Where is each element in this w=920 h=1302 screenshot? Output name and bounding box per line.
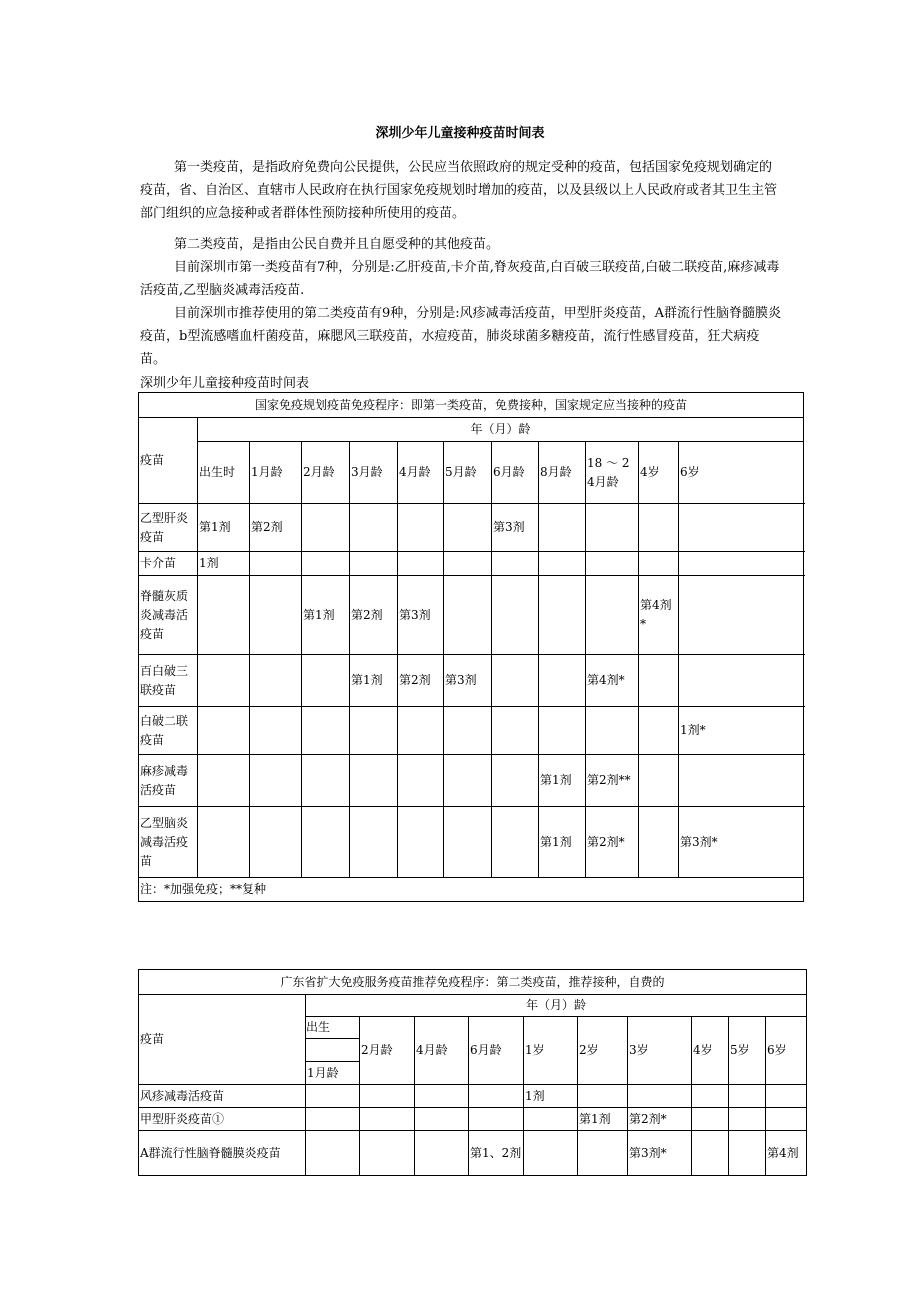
age-header: 4岁: [692, 1017, 729, 1085]
age-header: 6岁: [766, 1017, 807, 1085]
dose-cell: [539, 552, 586, 576]
dose-cell: 第3剂: [492, 504, 539, 552]
age-header: 4岁: [639, 442, 679, 504]
age-header: 4月龄: [415, 1017, 469, 1085]
dose-cell: [729, 1131, 766, 1176]
dose-cell: 第3剂*: [628, 1131, 692, 1176]
age-group-header: 年（月）龄: [198, 418, 804, 442]
paragraph-text: 目前深圳市推荐使用的第二类疫苗有9种，分别是:风疹减毒活疫苗，甲型肝炎疫苗，A群流行性脑脊髓膜炎疫苗，b型流感嗜血杆菌疫苗，麻腮风三联疫苗，水痘疫苗，肺炎球菌多糖疫苗，流行性感冒疫苗，狂犬病疫苗。: [140, 306, 782, 367]
age-header: 8月龄: [539, 442, 586, 504]
dose-cell: [679, 755, 804, 807]
dose-cell: [539, 504, 586, 552]
dose-cell: [250, 576, 302, 655]
age-header: 2岁: [578, 1017, 628, 1085]
age-header: 6月龄: [492, 442, 539, 504]
paragraph-first-class-list: [140, 256, 782, 302]
dose-cell: [250, 655, 302, 707]
dose-cell: [679, 655, 804, 707]
dose-cell: [444, 755, 492, 807]
paragraph-text: 第二类疫苗，是指由公民自费并且自愿受种的其他疫苗。: [174, 237, 500, 252]
age-header: 2月龄: [360, 1017, 415, 1085]
dose-cell: [639, 755, 679, 807]
dose-cell: [398, 755, 444, 807]
dose-cell: 第1、2剂: [469, 1131, 524, 1176]
table-row: [139, 807, 804, 878]
dose-cell: [415, 1108, 469, 1131]
vaccine-name: 风疹减毒活疫苗: [139, 1085, 306, 1108]
dose-cell: [350, 504, 398, 552]
age-header: 5岁: [729, 1017, 766, 1085]
vaccine-name: 白破二联疫苗: [139, 707, 198, 755]
dose-cell: [398, 552, 444, 576]
table-heading: 广东省扩大免疫服务疫苗推荐免疫程序：第二类疫苗，推荐接种，自费的: [139, 970, 807, 995]
dose-cell: [360, 1131, 415, 1176]
dose-cell: [444, 504, 492, 552]
dose-cell: [766, 1085, 807, 1108]
age-header: 4月龄: [398, 442, 444, 504]
dose-cell: [350, 755, 398, 807]
table-note: 注：*加强免疫；**复种: [139, 878, 804, 902]
dose-cell: [302, 707, 350, 755]
vaccine-column-header: 疫苗: [139, 995, 306, 1085]
age-header: 6岁: [679, 442, 804, 504]
dose-cell: 第3剂: [398, 576, 444, 655]
paragraph-second-class: [140, 233, 782, 256]
age-header-1month: 1月龄: [307, 1066, 339, 1080]
dose-cell: [492, 552, 539, 576]
dose-cell: 1剂: [198, 552, 250, 576]
vaccine-name: 卡介苗: [139, 552, 198, 576]
dose-cell: 第2剂: [350, 576, 398, 655]
table-heading: 国家免疫规划疫苗免疫程序：即第一类疫苗，免费接种，国家规定应当接种的疫苗: [139, 393, 804, 418]
dose-cell: [350, 707, 398, 755]
dose-cell: [524, 1108, 578, 1131]
dose-cell: [250, 807, 302, 878]
vaccine-name: 百白破三联疫苗: [139, 655, 198, 707]
dose-cell: 第1剂: [302, 576, 350, 655]
age-header: 出生时: [198, 442, 250, 504]
dose-cell: 第4剂*: [586, 655, 639, 707]
age-header-birth-1month: [306, 1017, 360, 1085]
dose-cell: [692, 1108, 729, 1131]
vaccine-column-header: 疫苗: [139, 418, 198, 504]
dose-cell: [692, 1131, 729, 1176]
table-caption: 深圳少年儿童接种疫苗时间表: [140, 376, 310, 391]
dose-cell: [469, 1108, 524, 1131]
dose-cell: [586, 576, 639, 655]
dose-cell: [302, 552, 350, 576]
dose-cell: [415, 1131, 469, 1176]
dose-cell: 第3剂*: [679, 807, 804, 878]
dose-cell: [398, 504, 444, 552]
page-title: 深圳少年儿童接种疫苗时间表: [375, 126, 545, 141]
dose-cell: 第1剂: [578, 1108, 628, 1131]
dose-cell: [492, 755, 539, 807]
age-header: 3月龄: [350, 442, 398, 504]
dose-cell: [639, 707, 679, 755]
age-header: 1月龄: [250, 442, 302, 504]
table-row: [139, 707, 804, 755]
dose-cell: [444, 576, 492, 655]
dose-cell: [639, 552, 679, 576]
dose-cell: [302, 655, 350, 707]
age-header: 3岁: [628, 1017, 692, 1085]
dose-cell: [679, 504, 804, 552]
table-row: [139, 504, 804, 552]
age-header: 18 ～ 24月龄: [586, 442, 639, 504]
dose-cell: [198, 707, 250, 755]
dose-cell: 1剂: [524, 1085, 578, 1108]
dose-cell: 第2剂**: [586, 755, 639, 807]
dose-cell: [539, 576, 586, 655]
national-vaccine-table: [138, 392, 804, 902]
table-row: [139, 576, 804, 655]
dose-cell: [306, 1085, 360, 1108]
dose-cell: [302, 755, 350, 807]
vaccine-name: 麻疹减毒活疫苗: [139, 755, 198, 807]
vaccine-name: 脊髓灰质炎减毒活疫苗: [139, 576, 198, 655]
dose-cell: [198, 807, 250, 878]
vaccine-name: 甲型肝炎疫苗①: [139, 1108, 306, 1131]
dose-cell: [360, 1108, 415, 1131]
dose-cell: 第2剂*: [628, 1108, 692, 1131]
dose-cell: 第3剂: [444, 655, 492, 707]
provincial-vaccine-table: [138, 969, 807, 1176]
dose-cell: [469, 1085, 524, 1108]
dose-cell: [692, 1085, 729, 1108]
table-row: [139, 552, 804, 576]
dose-cell: [306, 1131, 360, 1176]
dose-cell: [350, 807, 398, 878]
dose-cell: [250, 552, 302, 576]
paragraph-text: 目前深圳市第一类疫苗有7种，分别是:乙肝疫苗,卡介苗,脊灰疫苗,白百破三联疫苗,白破二联疫苗,麻疹减毒活疫苗,乙型脑炎减毒活疫苗.: [140, 260, 780, 298]
dose-cell: [250, 707, 302, 755]
vaccine-name: 乙型脑炎减毒活疫苗: [139, 807, 198, 878]
dose-cell: 第1剂: [198, 504, 250, 552]
dose-cell: [578, 1085, 628, 1108]
dose-cell: [198, 755, 250, 807]
dose-cell: [766, 1108, 807, 1131]
dose-cell: 第1剂: [350, 655, 398, 707]
paragraph-text: 第一类疫苗，是指政府免费向公民提供，公民应当依照政府的规定受种的疫苗，包括国家免疫规划确定的疫苗，省、自治区、直辖市人民政府在执行国家免疫规划时增加的疫苗，以及县级以上人民政府或者其卫生主管部门组织的应急接种或者群体性预防接种所使用的疫苗。: [140, 160, 778, 221]
age-header-birth: 出生: [306, 1017, 360, 1039]
table-row: [139, 655, 804, 707]
dose-cell: 第2剂*: [586, 807, 639, 878]
dose-cell: [302, 504, 350, 552]
dose-cell: [628, 1085, 692, 1108]
table-row: [139, 1108, 807, 1131]
dose-cell: [578, 1131, 628, 1176]
dose-cell: [524, 1131, 578, 1176]
dose-cell: 第4剂: [766, 1131, 807, 1176]
dose-cell: [539, 655, 586, 707]
dose-cell: [198, 576, 250, 655]
dose-cell: [586, 504, 639, 552]
dose-cell: 第1剂: [539, 807, 586, 878]
paragraph-first-class: [140, 156, 782, 225]
dose-cell: [360, 1085, 415, 1108]
age-header: 6月龄: [469, 1017, 524, 1085]
dose-cell: [302, 807, 350, 878]
dose-cell: [492, 707, 539, 755]
dose-cell: [679, 576, 804, 655]
dose-cell: [444, 707, 492, 755]
dose-cell: [492, 655, 539, 707]
table-row: [139, 1131, 807, 1176]
dose-cell: [729, 1085, 766, 1108]
dose-cell: [444, 807, 492, 878]
dose-cell: 第2剂: [398, 655, 444, 707]
dose-cell: [198, 655, 250, 707]
age-group-header: 年（月）龄: [306, 995, 807, 1017]
dose-cell: 第1剂: [539, 755, 586, 807]
dose-cell: 第2剂: [250, 504, 302, 552]
paragraph-second-class-list: [140, 302, 782, 371]
vaccine-name: 乙型肝炎疫苗: [139, 504, 198, 552]
dose-cell: [639, 807, 679, 878]
age-header: 5月龄: [444, 442, 492, 504]
age-header: 1岁: [524, 1017, 578, 1085]
dose-cell: [679, 552, 804, 576]
age-header-divider: [306, 1039, 360, 1062]
dose-cell: [444, 552, 492, 576]
dose-cell: 第4剂*: [639, 576, 679, 655]
dose-cell: [415, 1085, 469, 1108]
dose-cell: [586, 552, 639, 576]
vaccine-name: A群流行性脑脊髓膜炎疫苗: [139, 1131, 306, 1176]
dose-cell: [586, 707, 639, 755]
age-header: 2月龄: [302, 442, 350, 504]
dose-cell: [398, 807, 444, 878]
dose-cell: 1剂*: [679, 707, 804, 755]
dose-cell: [306, 1108, 360, 1131]
dose-cell: [539, 707, 586, 755]
dose-cell: [250, 755, 302, 807]
table-row: [139, 1085, 807, 1108]
dose-cell: [350, 552, 398, 576]
dose-cell: [398, 707, 444, 755]
dose-cell: [492, 576, 539, 655]
table-row: [139, 755, 804, 807]
dose-cell: [492, 807, 539, 878]
dose-cell: [639, 504, 679, 552]
dose-cell: [639, 655, 679, 707]
dose-cell: [729, 1108, 766, 1131]
